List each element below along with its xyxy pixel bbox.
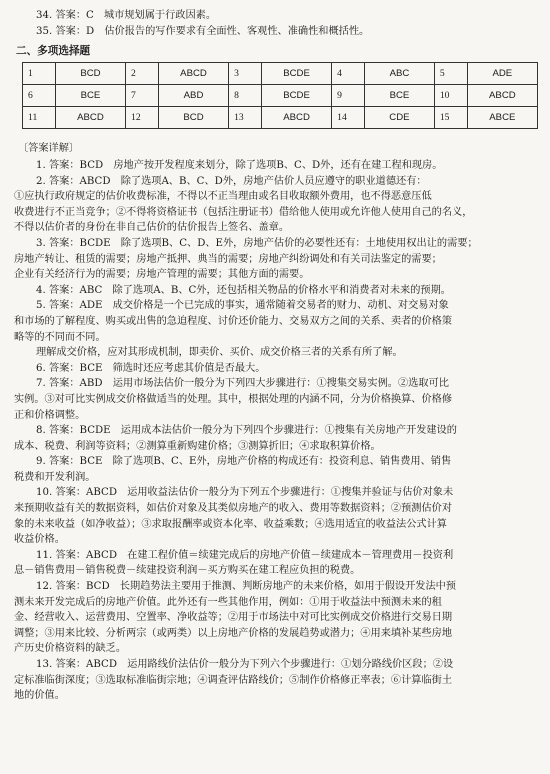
question-answer: BCE <box>365 85 435 107</box>
explanation-line: 11. 答案：ABCD 在建工程价值＝续建完成后的房地产价值－续建成本－管理费用－投资利 <box>36 549 454 561</box>
question-answer: BCDE <box>261 85 331 107</box>
answer-explanation <box>14 298 536 345</box>
answer-explanation <box>14 423 536 454</box>
question-answer: ABC <box>365 63 435 85</box>
explanation-line: 收益价格。 <box>14 534 65 546</box>
question-number: 10 <box>434 85 467 107</box>
explanation-line: 理解成交价格，应对其形成机制，即卖价、买价、成交价格三者的关系有所了解。 <box>36 347 403 359</box>
answer-table <box>22 62 538 129</box>
question-number: 1 <box>23 63 56 85</box>
explanation-line: 8. 答案：BCDE 运用成本法估价一般分为下列四个步骤进行：①搜集有关房地产开发建设的 <box>36 425 457 437</box>
answer-explanation <box>14 174 536 236</box>
explanation-line: 7. 答案：ABD 运用市场法估价一般分为下列四大步骤进行：①搜集交易实例。②选取可比 <box>36 378 449 390</box>
section-title: 二、多项选择题 <box>16 45 91 57</box>
table-row <box>23 63 538 85</box>
question-number: 14 <box>332 107 365 129</box>
answer-explanation <box>14 236 536 283</box>
question-number: 11 <box>23 107 56 129</box>
explanation-line: 不得以估价者的身份在非自己估价的估价报告上签名、盖章。 <box>14 222 290 234</box>
question-answer: BCD <box>55 63 125 85</box>
answer-explanation <box>14 657 536 704</box>
answer-35: 35. 答案：D 估价报告的写作要求有全面性、客观性、准确性和概括性。 <box>36 26 370 37</box>
question-number: 8 <box>229 85 262 107</box>
explanation-line: 收费进行不正当竞争；②不得将资格证书（包括注册证书）借给他人使用或允许他人使用自己的名义， <box>14 206 473 218</box>
table-row <box>23 85 538 107</box>
answer-explanation <box>14 345 536 361</box>
question-number: 13 <box>229 107 262 129</box>
question-answer: ABCD <box>158 63 228 85</box>
explanation-line: 13. 答案：ABCD 运用路线价法估价一般分为下列六个步骤进行：①划分路线价区段；②设 <box>36 659 454 670</box>
answer-explanation <box>14 454 536 485</box>
explanation-line: 定标准临街深度；③选取标准临街宗地；④调查评估路线价；⑤制作价格修正率表；⑥计算临街土 <box>14 674 453 686</box>
explanation-line: 成本、税费、利润等资料；②测算重新购建价格；③测算折旧；④求取积算价格。 <box>14 440 381 452</box>
explanation-line: 象的未来收益（如净收益）；③求取报酬率或资本化率、收益乘数；④选用适宜的收益法公式计算 <box>14 518 447 530</box>
answer-explanation <box>14 579 536 657</box>
explanation-line: 10. 答案：ABCD 运用收益法估价一般分为下列五个步骤进行：①搜集并验证与估价对象未 <box>36 487 454 499</box>
explanation-line: 地的价值。 <box>14 690 65 702</box>
question-number: 12 <box>126 107 159 129</box>
question-answer: ABCD <box>467 85 537 107</box>
answer-details <box>14 158 536 704</box>
explanation-line: 12. 答案：BCD 长期趋势法主要用于推测、判断房地产的未来价格，如用于假设开发法中预 <box>36 581 457 593</box>
question-answer: ADE <box>467 63 537 85</box>
explanation-line: 税费和开发利润。 <box>14 471 96 483</box>
question-answer: BCE <box>55 85 125 107</box>
question-answer: ABCD <box>261 107 331 129</box>
explanation-line: 企业有关经济行为的需要；房地产管理的需要；其他方面的需要。 <box>14 269 310 281</box>
explanation-line: 1. 答案：BCD 房地产按开发程度来划分，除了选项B、C、D外，还有在建工程和现房。 <box>36 160 443 171</box>
answer-explanation <box>14 158 536 174</box>
question-answer: BCD <box>158 107 228 129</box>
explanation-line: 测未来开发完成后的房地产价值。此外还有一些其他作用，例如：①用于收益法中预测未来的租 <box>14 596 442 608</box>
explanation-line: 实例。③对可比实例成交价格做适当的处理。其中，根据处理的内涵不同，分为价格换算、价格修 <box>14 393 453 405</box>
question-number: 4 <box>332 63 365 85</box>
explanation-line: 调整；③用来比较、分析两宗（或两类）以上房地产价格的发展趋势或潜力；④用来填补某些房地 <box>14 627 453 639</box>
answer-explanation <box>14 548 536 579</box>
question-number: 15 <box>434 107 467 129</box>
question-answer: ABCE <box>467 107 537 129</box>
question-number: 2 <box>126 63 159 85</box>
explanation-line: 2. 答案：ABCD 除了选项A、B、C、D外，房地产估价人员应遵守的职业道德还有： <box>36 175 427 187</box>
question-answer: ABD <box>158 85 228 107</box>
explanation-line: 来预期收益有关的数据资料，如估价对象及其类似房地产的收入、费用等数据资料；②预测估价对 <box>14 503 453 515</box>
explanation-line: 3. 答案：BCDE 除了选项B、C、D、E外，房地产估价的必要性还有：土地使用权出让的需要； <box>36 237 478 249</box>
explanation-line: 产历史价格资料的缺乏。 <box>14 643 127 655</box>
answer-34: 34. 答案：C 城市规划属于行政因素。 <box>36 10 217 21</box>
question-number: 3 <box>229 63 262 85</box>
question-number: 5 <box>434 63 467 85</box>
answer-explanation <box>14 361 536 377</box>
answer-explanation <box>14 283 536 299</box>
question-answer: CDE <box>365 107 435 129</box>
question-answer: ABCD <box>55 107 125 129</box>
explanation-line: 正和价格调整。 <box>14 409 86 421</box>
answer-explanation <box>14 376 536 423</box>
explanation-line: 6. 答案：BCE 筛选时还应考虑其价值是否最大。 <box>36 362 266 374</box>
explanation-line: 4. 答案：ABC 除了选项A、B、C外，还包括相关物品的价格水平和消费者对未来的预期。 <box>36 284 451 296</box>
question-number: 6 <box>23 85 56 107</box>
explanation-line: 略等的不同而不同。 <box>14 331 106 343</box>
explanation-line: 金、经营收入、运营费用、空置率、净收益等；②用于市场法中对可比实例成交价格进行交易日期 <box>14 612 453 624</box>
explanation-line: 9. 答案：BCE 除了选项B、C、E外，房地产价格的构成还有：投资利息、销售费用、销售 <box>36 456 452 468</box>
detail-title: 〔答案详解〕 <box>18 143 80 154</box>
explanation-line: 和市场的了解程度、购买或出售的急迫程度、讨价还价能力、交易双方之间的关系、卖者的价格策 <box>14 315 453 327</box>
answer-explanation <box>14 485 536 547</box>
explanation-line: ①应执行政府规定的估价收费标准，不得以不正当理由或名目收取额外费用，也不得恶意压低 <box>14 191 432 203</box>
explanation-line: 息－销售费用－销售税费－续建投资利润－买方购买在建工程应负担的税费。 <box>14 565 361 577</box>
explanation-line: 5. 答案：ADE 成交价格是一个已完成的事实，通常随着交易者的财力、动机、对交易对象 <box>36 300 449 312</box>
explanation-line: 房地产转让、租赁的需要；房地产抵押、典当的需要；房地产纠纷调处和有关司法鉴定的需要； <box>14 253 442 265</box>
question-answer: BCDE <box>261 63 331 85</box>
question-number: 9 <box>332 85 365 107</box>
question-number: 7 <box>126 85 159 107</box>
table-row <box>23 107 538 129</box>
